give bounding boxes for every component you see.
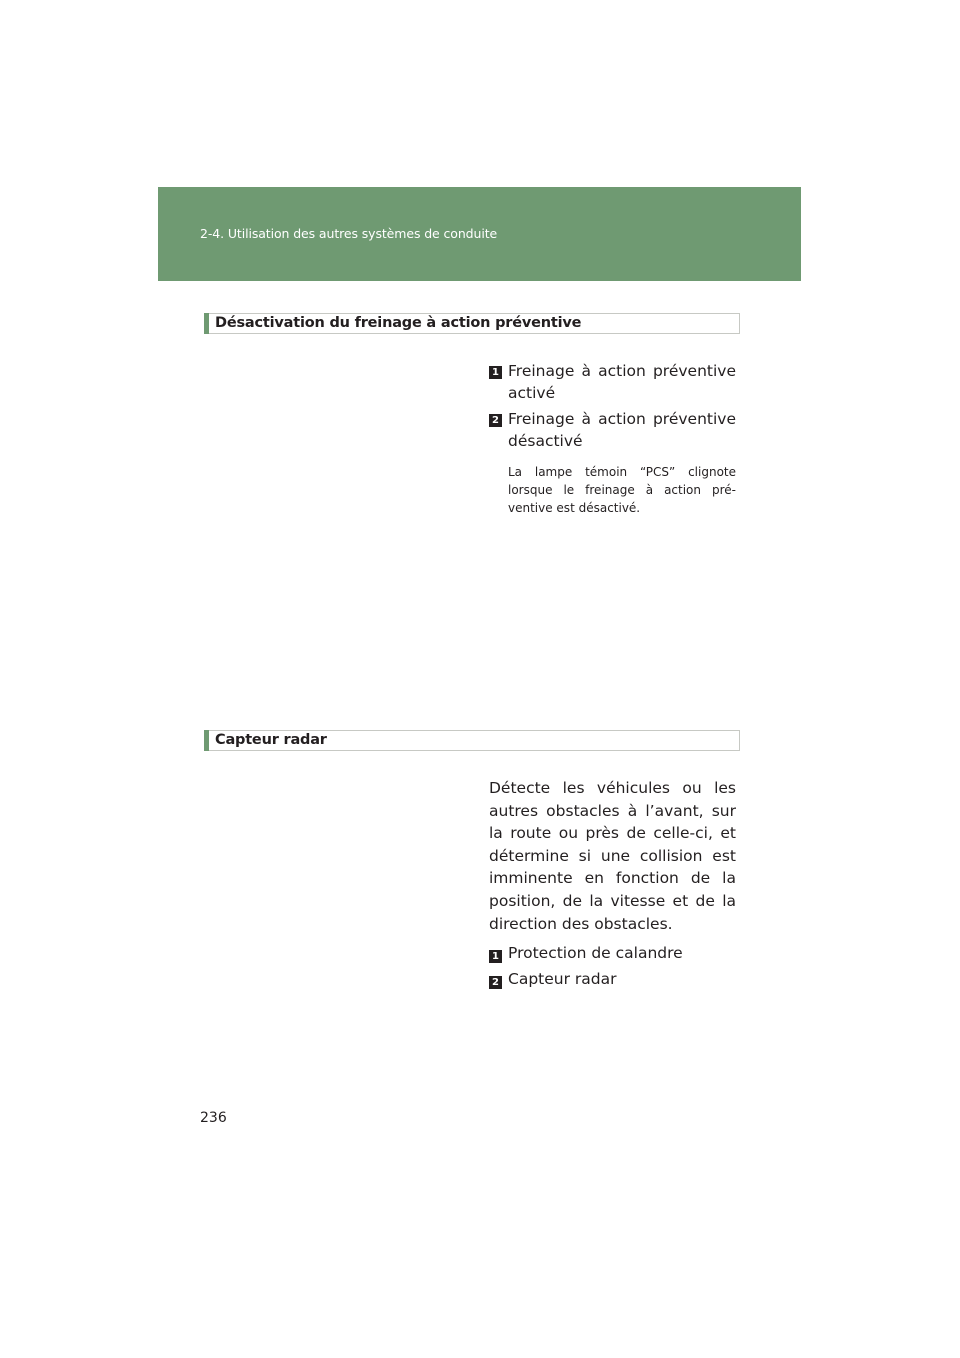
item-number-badge: 1	[489, 950, 502, 963]
section-accent-bar	[204, 313, 209, 334]
chapter-title: 2-4. Utilisation des autres systèmes de conduite	[200, 226, 498, 241]
section-heading-radar-sensor	[204, 730, 740, 751]
list-item: Protection de calandre	[508, 944, 683, 962]
list-item: Capteur radar	[508, 970, 617, 988]
item-number-badge: 2	[489, 414, 502, 427]
section-accent-bar	[204, 730, 209, 751]
page-number: 236	[200, 1110, 227, 1126]
item-note: La lampe témoin “PCS” clignote lorsque le freinage à action pré-ventive est désactivé.	[508, 465, 736, 515]
list-item: Freinage à action préventive désactivé	[508, 410, 736, 450]
body-paragraph: Détecte les véhicules ou les autres obstacles à l’avant, sur la route ou près de celle-ci, et détermine si une collision est imminente en fonction de la position, de la vitesse et de la direction des obstacles.	[489, 779, 736, 933]
section-title: Capteur radar	[215, 732, 327, 748]
item-number-badge: 1	[489, 366, 502, 379]
section-title: Désactivation du freinage à action préventive	[215, 315, 582, 331]
list-item: Freinage à action préventive activé	[508, 362, 736, 402]
section-heading-pcs-off	[204, 313, 740, 334]
chapter-header	[158, 187, 801, 281]
item-number-badge: 2	[489, 976, 502, 989]
